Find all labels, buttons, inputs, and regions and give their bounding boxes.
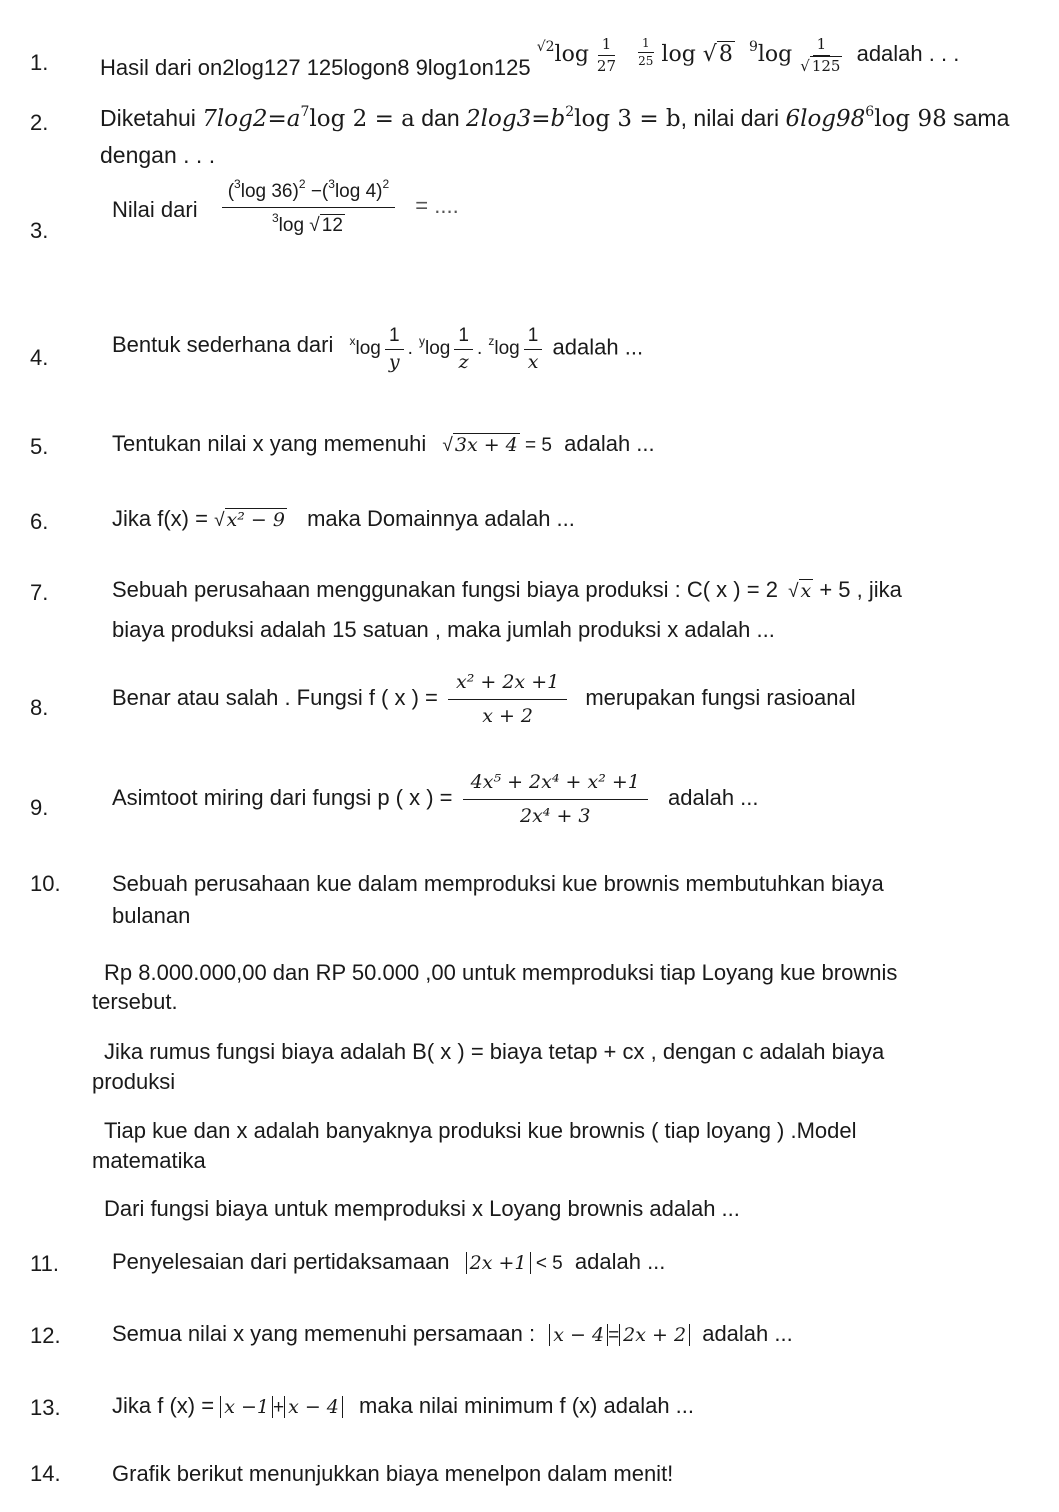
question-10-p3b: matematika [92, 1148, 206, 1173]
question-6: Jika f(x) = √ x² − 9 maka Domainnya adalah ... [112, 506, 575, 531]
question-number: 6. [30, 509, 49, 534]
question-number: 3. [30, 218, 49, 243]
question-7-line2: biaya produksi adalah 15 satuan , maka jumlah produksi x adalah ... [112, 617, 775, 642]
question-number: 11. [30, 1251, 59, 1276]
question-7: Sebuah perusahaan menggunakan fungsi biaya produksi : C( x ) = 2 √ x + 5 , jika [112, 577, 902, 602]
question-4: Bentuk sederhana dari $^x$log $\frac{1}{y}$ . $^y$log $\frac{1}{z}$ . $^z$log $\frac{1}{x}$ adalah ... [112, 325, 644, 373]
question-3: Nilai dari $\frac{(^3\log 36)^2 -(^3\log 4)^2}{^3\log √ 12}$ = .... [112, 177, 459, 236]
question-5: Tentukan nilai x yang memenuhi √ 3x + 4 = 5 adalah ... [112, 431, 655, 456]
question-number: 4. [30, 345, 49, 370]
question-10-p1b: tersebut. [92, 989, 178, 1014]
question-8: Benar atau salah . Fungsi f ( x ) = $\frac{\text{x² + 2x +1}}{x + 2}$ merupakan fungsi rasioanal [112, 671, 856, 727]
question-number: 8. [30, 695, 49, 720]
question-10-p1a: Rp 8.000.000,00 dan RP 50.000 ,00 untuk memproduksi tiap Loyang kue brownis [104, 960, 898, 985]
question-10-line2: bulanan [112, 903, 191, 928]
question-text: Hasil dari on2log127 125logon8 9log1on125 [100, 55, 531, 80]
question-2: Diketahui $7\log 2=a^7\log$ 2 = a dan $2\log 3=b^2\log$ 3 = b, nilai dari $6\log 98^6\log$ 98 sama [100, 104, 1010, 132]
question-12: Semua nilai x yang memenuhi persamaan : x − 4 = 2x + 2 adalah ... [112, 1321, 793, 1346]
question-10-p2a: Jika rumus fungsi biaya adalah B( x ) = biaya tetap + cx , dengan c adalah biaya [104, 1039, 885, 1064]
question-number: 9. [30, 795, 49, 820]
question-number: 5. [30, 434, 49, 459]
question-10-p3a: Tiap kue dan x adalah banyaknya produksi kue brownis ( tiap loyang ) .Model [104, 1118, 857, 1143]
question-10-line1: Sebuah perusahaan kue dalam memproduksi kue brownis membutuhkan biaya [112, 871, 884, 896]
question-number: 12. [30, 1323, 61, 1348]
question-14: Grafik berikut menunjukkan biaya menelpon dalam menit! [112, 1461, 674, 1486]
question-number: 10. [30, 871, 61, 896]
question-number: 13. [30, 1395, 61, 1420]
question-9: Asimtoot miring dari fungsi p ( x ) = $\frac{\text{4x⁵ + 2x⁴ + x² +1}}{\text{2x⁴ + 3}}$ adalah ... [112, 771, 759, 827]
question-13: Jika f (x) = x −1 + x − 4 maka nilai minimum f (x) adalah ... [112, 1393, 695, 1418]
question-number: 14. [30, 1461, 61, 1486]
question-10-p4: Dari fungsi biaya untuk memproduksi x Loyang brownis adalah ... [104, 1196, 740, 1221]
question-11: Penyelesaian dari pertidaksamaan 2x +1 < 5 adalah ... [112, 1249, 666, 1274]
question-10-p2b: produksi [92, 1069, 176, 1094]
question-number: 7. [30, 580, 49, 605]
question-1: Hasil dari on2log127 125logon8 9log1on125 $^{√2}$log $\frac{1}{27}$ $\frac{1}{25}$ log √8 $^9$log $\frac{1}{√ 125}$ adalah . . . [100, 35, 960, 80]
question-2-line2: dengan . . . [100, 142, 216, 168]
question-number: 2. [30, 110, 49, 135]
question-number: 1. [30, 50, 49, 75]
